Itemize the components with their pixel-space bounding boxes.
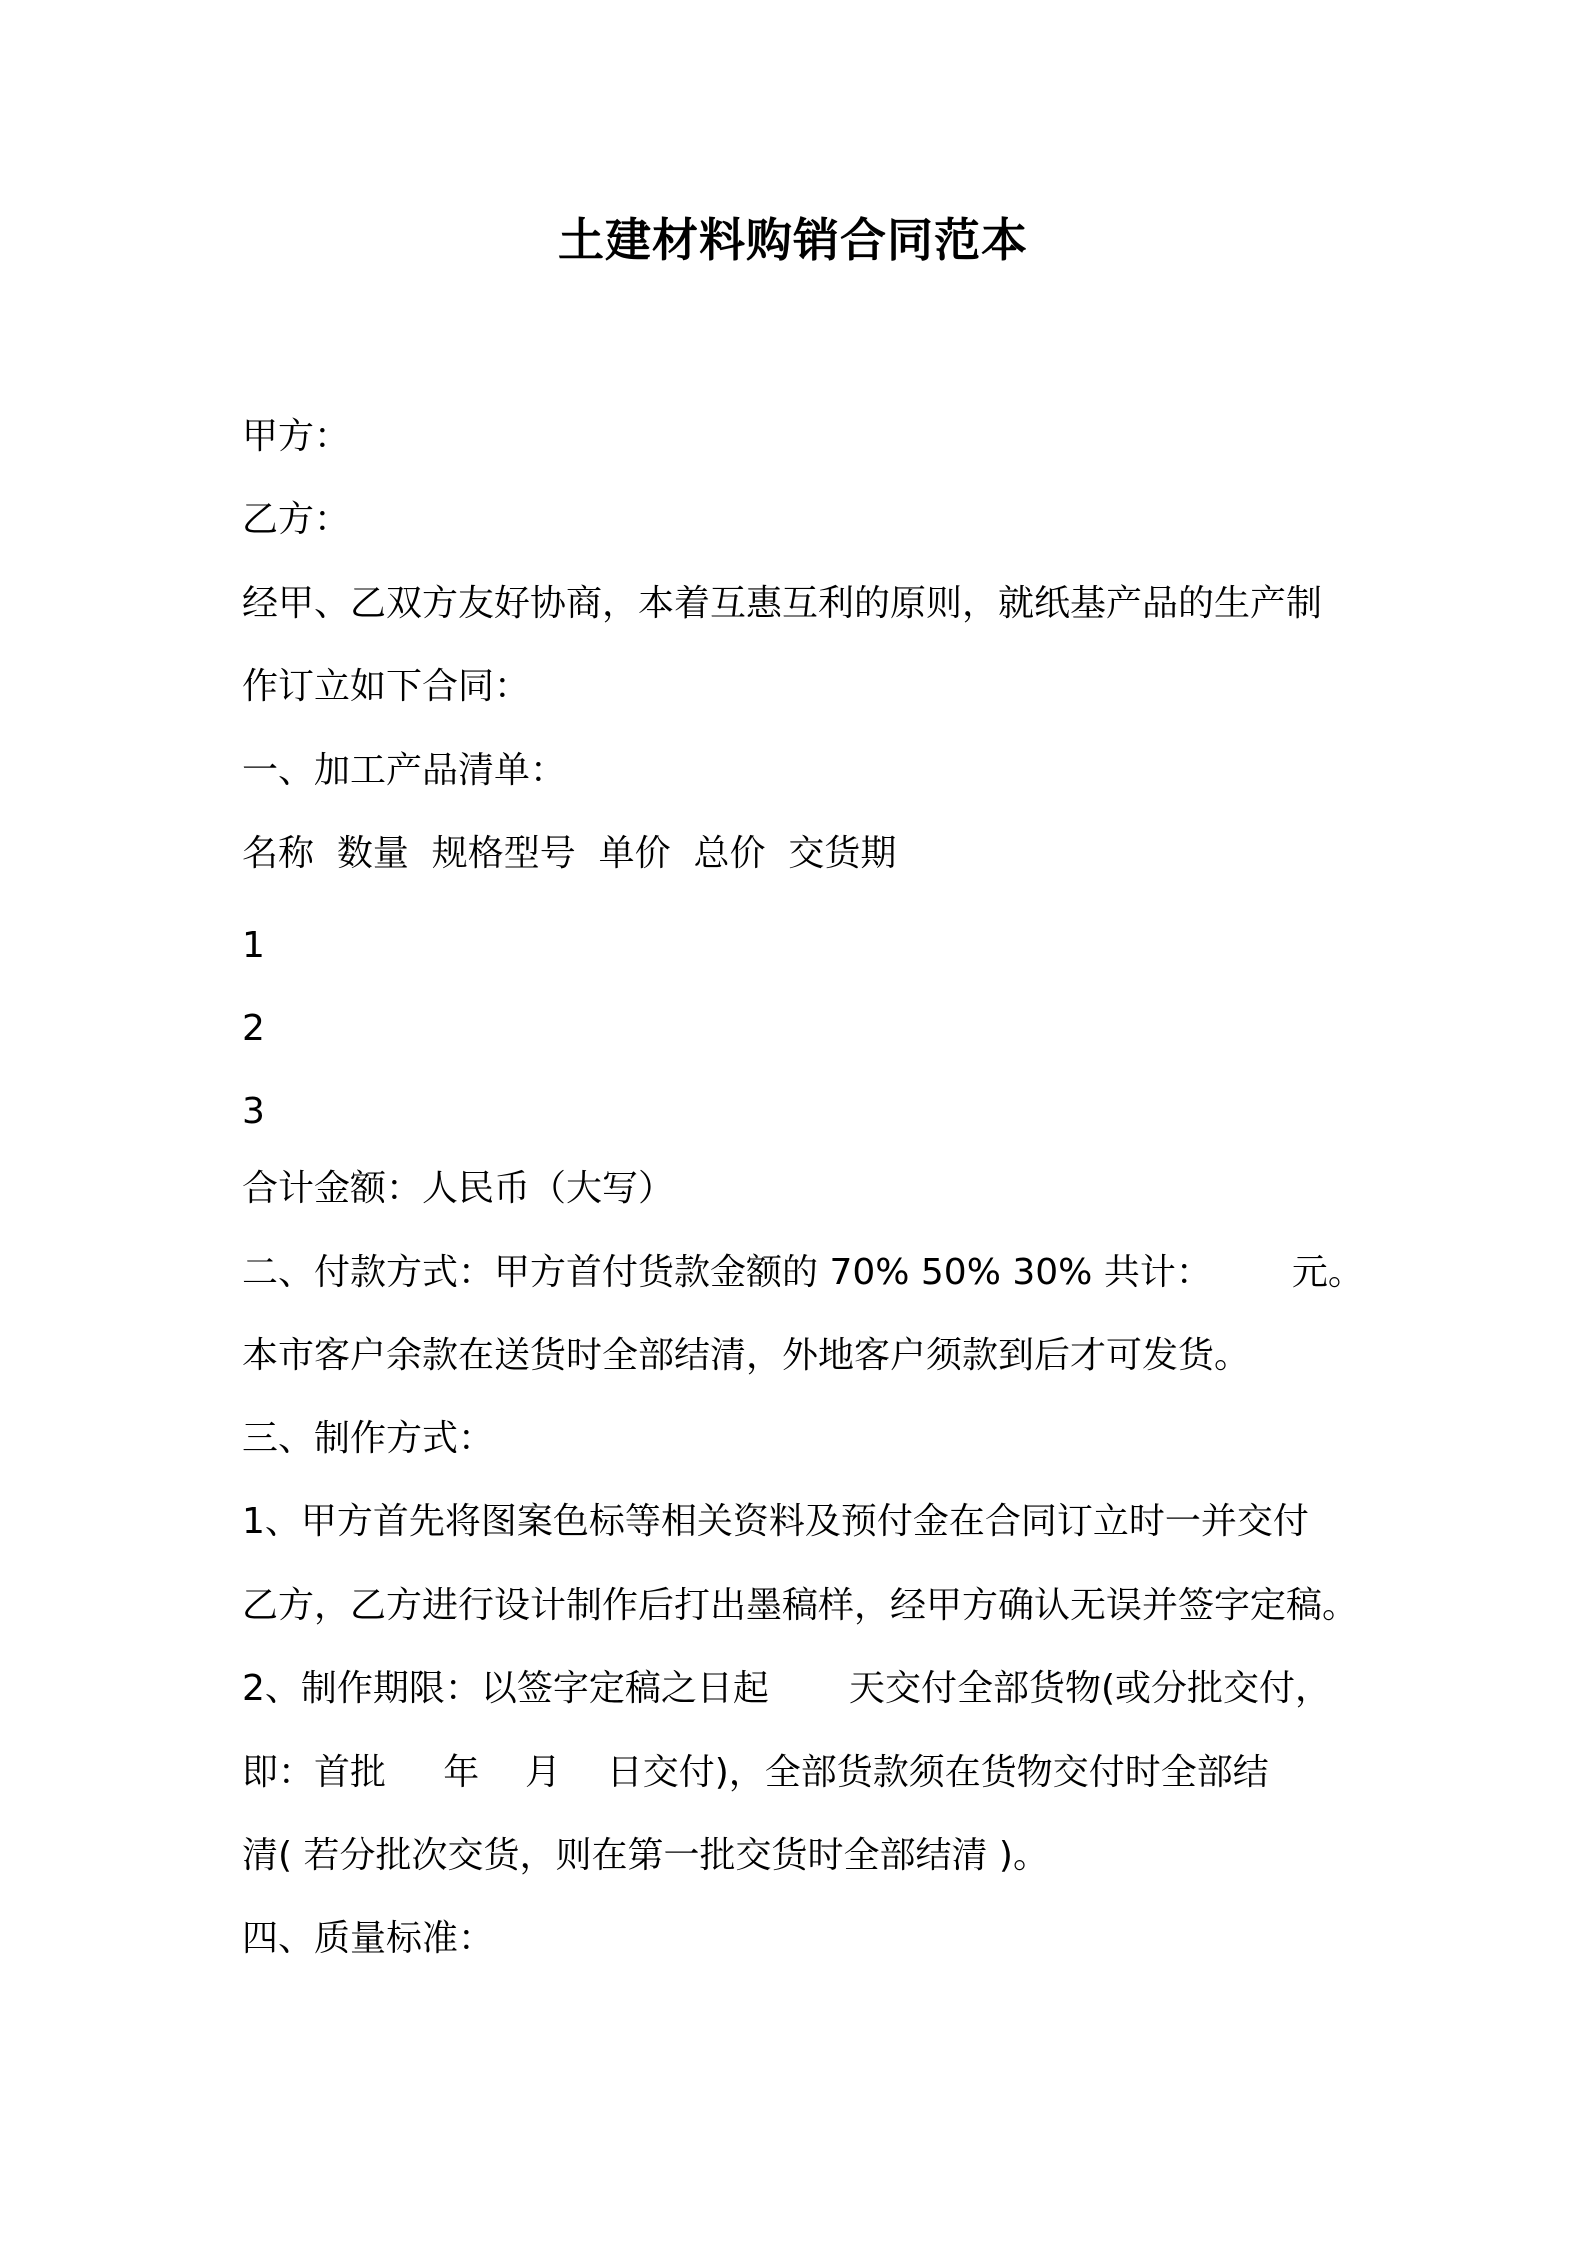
product-table-header: 名称 数量 规格型号 单价 总价 交货期 [242, 833, 897, 874]
production-item-1-line-1: 1、甲方首先将图案色标等相关资料及预付金在合同订立时一并交付 [242, 1501, 1309, 1542]
section-2-payment-line: 二、付款方式：甲方首付货款金额的 70% 50% 30% 共计： 元。 [242, 1252, 1364, 1293]
production-item-1-line-2: 乙方，乙方进行设计制作后打出墨稿样，经甲方确认无误并签字定稿。 [242, 1585, 1359, 1626]
production-item-2-line-1: 2、制作期限：以签字定稿之日起 天交付全部货物(或分批交付， [242, 1668, 1332, 1709]
document-title: 土建材料购销合同范本 [558, 213, 1028, 267]
section-3-heading: 三、制作方式： [242, 1418, 495, 1459]
total-amount-line: 合计金额：人民币（大写） [242, 1168, 675, 1209]
party-a-line: 甲方： [242, 416, 351, 457]
party-b-line: 乙方： [242, 499, 351, 540]
product-row-2: 2 [242, 1008, 265, 1049]
production-item-2-line-3: 清( 若分批次交货，则在第一批交货时全部结清 )。 [242, 1835, 1049, 1876]
production-item-2-line-2: 即：首批 年 月 日交付)，全部货款须在货物交付时全部结 [242, 1752, 1269, 1793]
intro-line-2: 作订立如下合同： [242, 666, 531, 707]
section-1-heading: 一、加工产品清单： [242, 750, 567, 791]
product-row-3: 3 [242, 1091, 265, 1132]
payment-terms-line: 本市客户余款在送货时全部结清，外地客户须款到后才可发货。 [242, 1335, 1251, 1376]
intro-line-1: 经甲、乙双方友好协商，本着互惠互利的原则，就纸基产品的生产制 [242, 583, 1323, 624]
section-4-heading: 四、质量标准： [242, 1918, 495, 1959]
product-row-1: 1 [242, 925, 265, 966]
